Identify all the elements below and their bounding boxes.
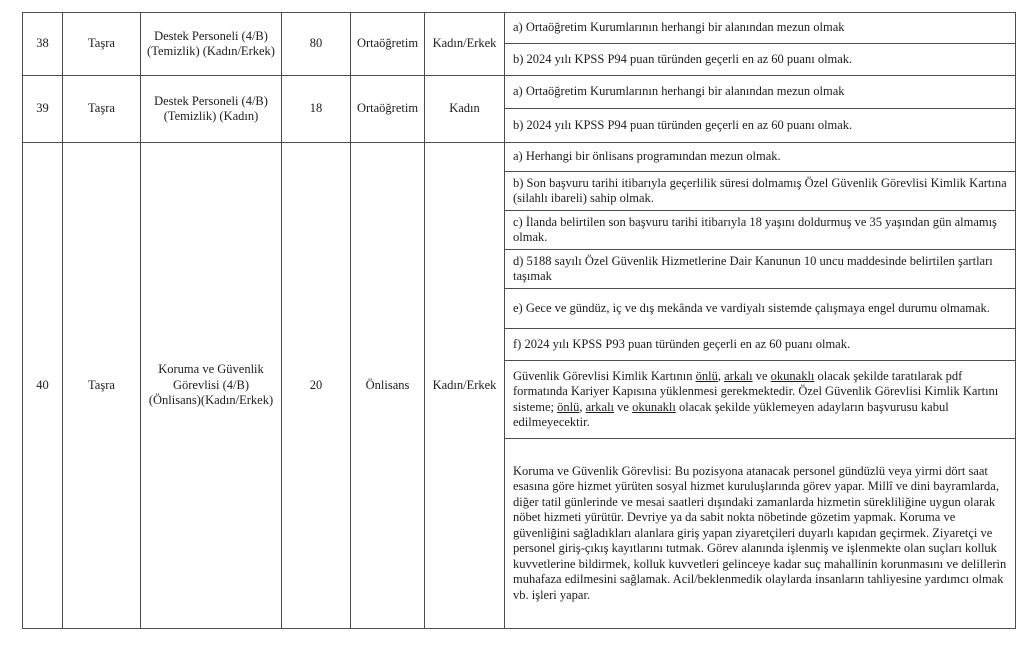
education-level-cell: Ortaöğretim	[351, 13, 425, 76]
requirement-item: f) 2024 yılı KPSS P93 puan türünden geçerli en az 60 puanı olmak.	[505, 329, 1015, 361]
requirements-cell	[505, 76, 1016, 143]
requirements-cell	[505, 13, 1016, 76]
requirements-list	[505, 76, 1015, 142]
requirement-segment: Güvenlik Görevlisi Kimlik Kartının	[513, 368, 696, 383]
job-positions-table	[22, 12, 1016, 629]
quota-cell: 80	[282, 13, 351, 76]
row-number-cell: 38	[23, 13, 63, 76]
requirement-item: b) Son başvuru tarihi itibarıyla geçerlilik süresi dolmamış Özel Güvenlik Görevlisi Kimlik Kartına (silahlı ibareli) sahip olmak.	[505, 172, 1015, 211]
requirement-segment-underlined: okunaklı	[770, 368, 815, 383]
requirement-item: a) Ortaöğretim Kurumlarının herhangi bir alanından mezun olmak	[505, 76, 1015, 109]
requirement-segment: olacak şekilde yüklemeyen adayların başvurusu kabul edilmeyecektir.	[513, 399, 949, 429]
requirement-segment: ,	[579, 399, 586, 414]
requirement-segment: ve	[614, 399, 633, 414]
requirement-segment-underlined: önlü	[557, 399, 580, 414]
requirement-item: Koruma ve Güvenlik Görevlisi: Bu pozisyona atanacak personel gündüzlü veya yirmi dört saat esasına göre hizmet yürüten sosyal hizmet kuruluşlarında görev yapar. Millî ve dini bayramlarda, diğer tatil günlerinde ve mesai saatleri dışındaki zamanlarda hizmetin sürekliliğine uygun olarak nöbet hizmeti yürütür. Devriye ya da sabit nokta nöbetinde gözetim yapmak. Koruma ve güvenliğini sağladıkları alanlara giriş yapan ziyaretçileri duyarlı kapıdan geçirmek. Ziyaretçi ve personel giriş-çıkış kayıtlarını tutmak. Görev alanında işlenmiş ve işlenmekte olan suçları kolluk kuvvetlerine bildirmek, kolluk kuvvetleri gelinceye kadar suç mahallinin korunmasını ve delillerin muhafaza edilmesini sağlamak. Acil/beklenmedik olaylarda insanların tahliyesine yardımcı olmak vb. işleri yapar.	[513, 463, 1007, 602]
gender-cell: Kadın/Erkek	[425, 143, 505, 629]
requirement-item: c) İlanda belirtilen son başvuru tarihi itibarıyla 18 yaşını doldurmuş ve 35 yaşından gün almamış olmak.	[505, 211, 1015, 250]
table-row	[23, 143, 1016, 629]
requirement-item: b) 2024 yılı KPSS P94 puan türünden geçerli en az 60 puanı olmak.	[513, 117, 853, 132]
requirement-rich-text	[513, 369, 1007, 431]
requirement-segment-underlined: arkalı	[585, 399, 615, 414]
requirements-cell	[505, 143, 1016, 629]
requirement-segment: olacak şekilde taratılarak pdf formatında Kariyer Kapısına yüklenmesi gerekmektedir. Özel Güvenlik Görevlisi Kimlik Kartını sisteme;	[513, 368, 999, 414]
requirement-segment-underlined: önlü	[695, 368, 718, 383]
organization-cell: Taşra	[63, 76, 141, 143]
requirement-segment: ,	[717, 368, 725, 383]
requirement-item: d) 5188 sayılı Özel Güvenlik Hizmetlerine Dair Kanunun 10 uncu maddesinde belirtilen şartları taşımak	[505, 250, 1015, 289]
requirement-segment: ve	[752, 368, 771, 383]
gender-cell: Kadın/Erkek	[425, 13, 505, 76]
requirements-list	[505, 143, 1015, 628]
organization-cell: Taşra	[63, 143, 141, 629]
row-number-cell: 40	[23, 143, 63, 629]
education-level-cell: Ortaöğretim	[351, 76, 425, 143]
requirement-item: b) 2024 yılı KPSS P94 puan türünden geçerli en az 60 puanı olmak.	[513, 51, 853, 66]
position-title-cell: Destek Personeli (4/B) (Temizlik) (Kadın)	[141, 76, 282, 143]
quota-cell: 18	[282, 76, 351, 143]
education-level-cell: Önlisans	[351, 143, 425, 629]
requirements-list	[505, 13, 1015, 75]
organization-cell: Taşra	[63, 13, 141, 76]
requirement-item: a) Ortaöğretim Kurumlarının herhangi bir alanından mezun olmak	[505, 13, 1015, 44]
gender-cell: Kadın	[425, 76, 505, 143]
quota-cell: 20	[282, 143, 351, 629]
table-row	[23, 13, 1016, 76]
position-title-cell: Destek Personeli (4/B) (Temizlik) (Kadın/Erkek)	[141, 13, 282, 76]
requirement-item	[505, 361, 1015, 439]
table-row	[23, 76, 1016, 143]
requirement-item: e) Gece ve gündüz, iç ve dış mekânda ve vardiyalı sistemde çalışmaya engel durumu olmamak.	[505, 289, 1015, 329]
requirement-item: a) Herhangi bir önlisans programından mezun olmak.	[505, 143, 1015, 172]
position-title-cell: Koruma ve Güvenlik Görevlisi (4/B) (Önlisans)(Kadın/Erkek)	[141, 143, 282, 629]
row-number-cell: 39	[23, 76, 63, 143]
requirement-segment-underlined: arkalı	[724, 368, 753, 383]
requirement-segment-underlined: okunaklı	[632, 399, 676, 414]
